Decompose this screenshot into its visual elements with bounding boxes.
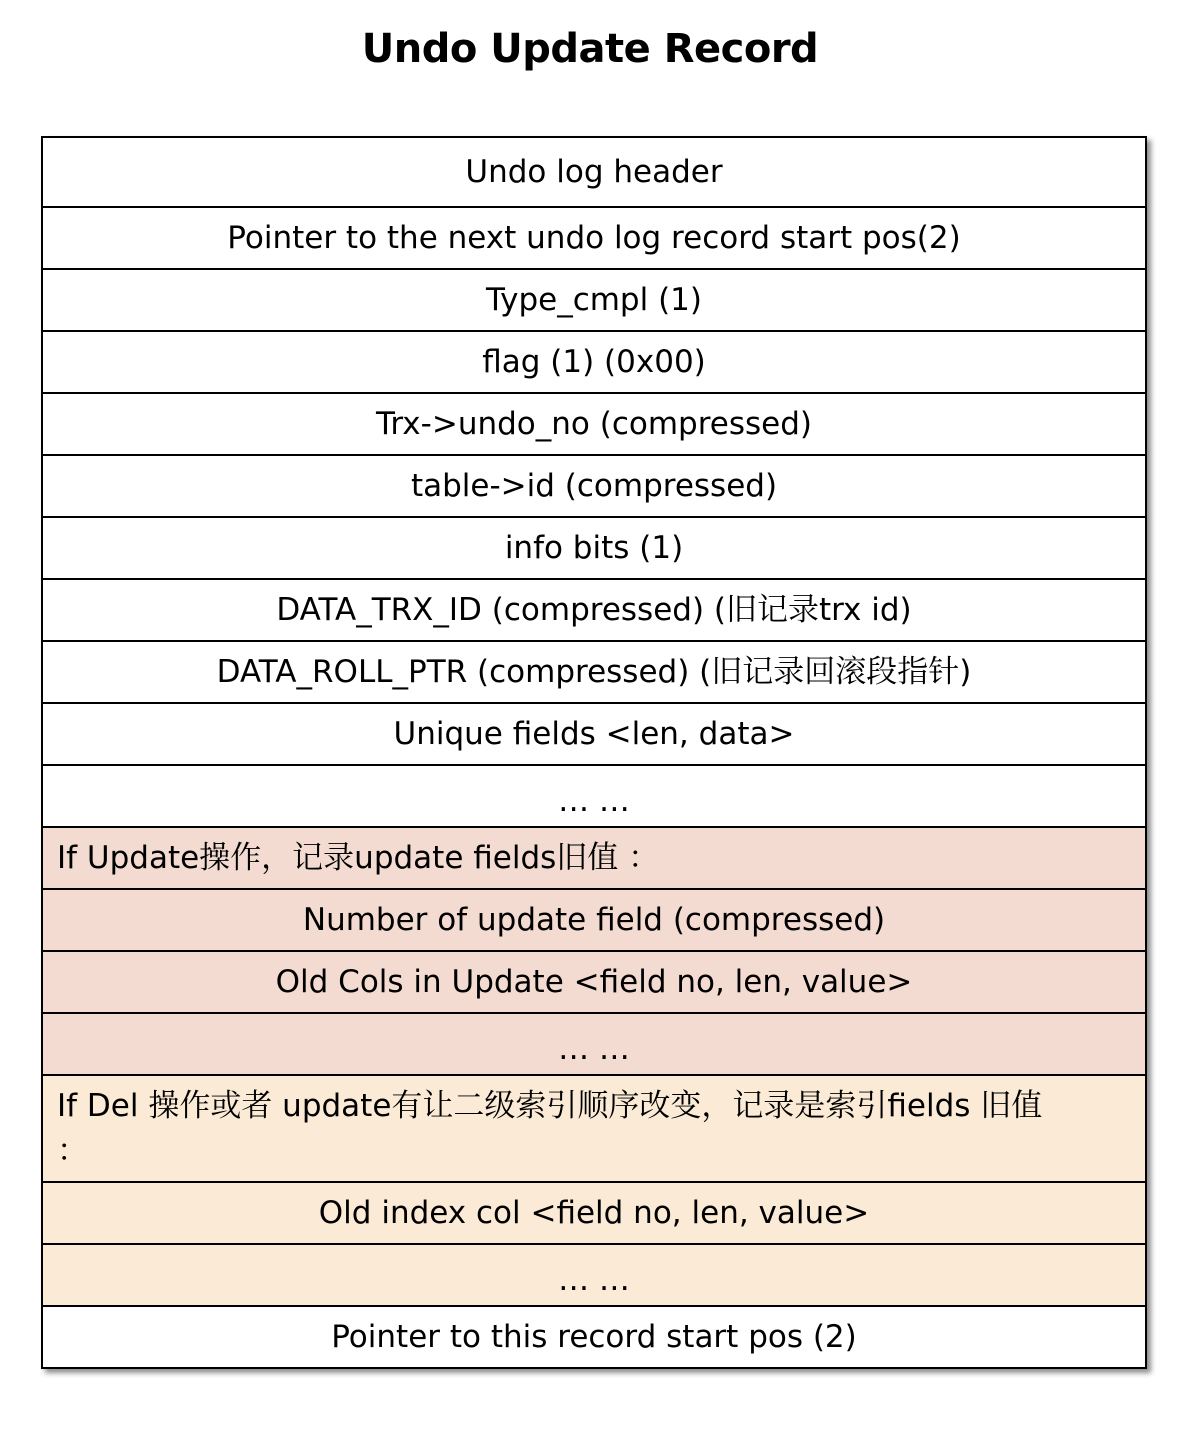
row-number-of-update-field: Number of update field (compressed) [43,890,1145,952]
row-trx-undo-no: Trx->undo_no (compressed) [43,394,1145,456]
row-data-trx-id: DATA_TRX_ID (compressed) (旧记录trx id) [43,580,1145,642]
row-table-id: table->id (compressed) [43,456,1145,518]
row-update-condition: If Update操作，记录update fields旧值 ： [43,828,1145,890]
row-unique-fields: Unique fields <len, data> [43,704,1145,766]
row-data-roll-ptr: DATA_ROLL_PTR (compressed) (旧记录回滚段指针) [43,642,1145,704]
row-flag: flag (1) (0x00) [43,332,1145,394]
row-undo-log-header: Undo log header [43,138,1145,208]
diagram-title: Undo Update Record [361,26,819,72]
undo-record-table [41,136,1147,1369]
row-type-cmpl: Type_cmpl (1) [43,270,1145,332]
row-ellipsis-update: … … [43,1014,1145,1076]
row-info-bits: info bits (1) [43,518,1145,580]
row-old-index-col: Old index col <field no, len, value> [43,1183,1145,1245]
row-del-condition-text: If Del 操作或者 update有让二级索引顺序改变，记录是索引fields 旧值 ： [57,1087,1043,1169]
row-this-record-pointer: Pointer to this record start pos (2) [331,1319,857,1355]
row-ellipsis-unique: … … [43,766,1145,828]
row-ellipsis-index: … … [43,1245,1145,1307]
row-del-condition [43,1076,1145,1183]
row-next-record-pointer: Pointer to the next undo log record start pos(2) [43,208,1145,270]
row-old-cols-in-update: Old Cols in Update <field no, len, value> [43,952,1145,1014]
